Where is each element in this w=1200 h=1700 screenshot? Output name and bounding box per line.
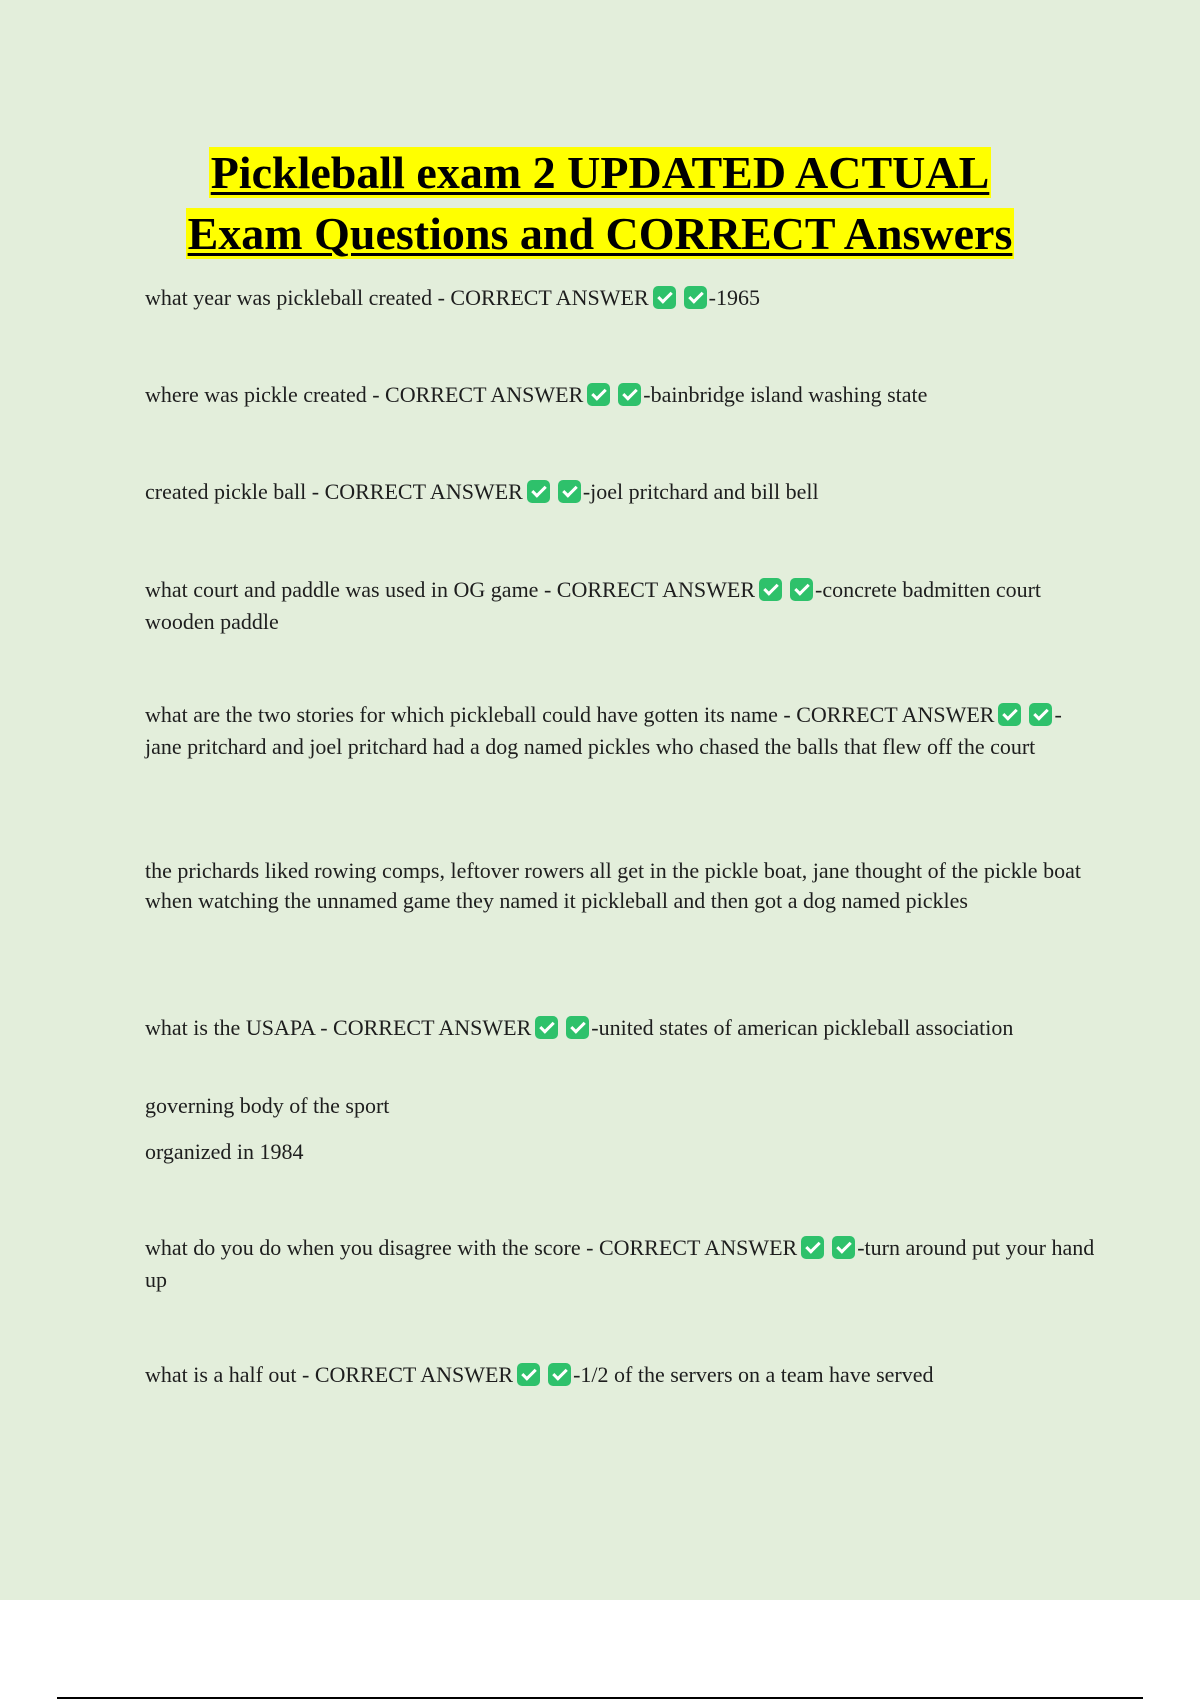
check-mark-icon [527, 480, 550, 503]
title-line-1: Pickleball exam 2 UPDATED ACTUAL [210, 147, 990, 198]
answer-extra-line-2: organized in 1984 [145, 1139, 304, 1164]
answer-text: -jane pritchard and joel pritchard had a dog named pickles who chased the balls that flew off the court [145, 702, 1062, 759]
check-mark-icon [801, 1236, 824, 1259]
check-mark-icon [832, 1236, 855, 1259]
check-mark-icon [517, 1363, 540, 1386]
qa-item-2 [145, 379, 1095, 411]
question-text: what is the USAPA [145, 1015, 321, 1040]
answer-text: -concrete badmitten court wooden paddle [145, 577, 1042, 634]
check-mark-icon [558, 480, 581, 503]
check-mark-icon [653, 286, 676, 309]
answer-text: -united states of american pickleball association [591, 1015, 1014, 1040]
question-text: what court and paddle was used in OG game [145, 577, 544, 602]
correct-answer-marker: - CORRECT ANSWER [302, 1362, 514, 1387]
question-text: what are the two stories for which pickleball could have gotten its name [145, 702, 784, 727]
qa-item-1 [145, 282, 1095, 314]
question-text: created pickle ball [145, 479, 312, 504]
document-title [80, 142, 1120, 264]
qa-item-6 [145, 1012, 1095, 1044]
footer-divider [57, 1697, 1143, 1699]
qa-item-5 [145, 699, 1095, 763]
title-line-2: Exam Questions and CORRECT Answers [187, 208, 1013, 259]
check-mark-icon [684, 286, 707, 309]
correct-answer-marker: - CORRECT ANSWER [320, 1015, 532, 1040]
correct-answer-marker: - CORRECT ANSWER [783, 702, 995, 727]
correct-answer-marker: - CORRECT ANSWER [372, 382, 584, 407]
question-text: where was pickle created [145, 382, 373, 407]
answer-text: -joel pritchard and bill bell [582, 479, 819, 504]
qa-item-8 [145, 1359, 1095, 1391]
qa-item-4 [145, 574, 1095, 638]
answer-text: -bainbridge island washing state [643, 382, 928, 407]
answer-text: -turn around put your hand up [145, 1235, 1095, 1292]
correct-answer-marker: - CORRECT ANSWER [586, 1235, 798, 1260]
qa-item-7 [145, 1232, 1095, 1296]
answer-extra-line-1: governing body of the sport [145, 1093, 390, 1118]
check-mark-icon [535, 1016, 558, 1039]
correct-answer-marker: - CORRECT ANSWER [437, 285, 649, 310]
check-mark-icon [759, 578, 782, 601]
qa-item-3 [145, 476, 1095, 508]
paragraph-item: the prichards liked rowing comps, leftover rowers all get in the pickle boat, jane thought of the pickle boat when watching the unnamed game they named it pickleball and then got a dog named pickles [145, 858, 1081, 913]
check-mark-icon [587, 383, 610, 406]
check-mark-icon [618, 383, 641, 406]
check-mark-icon [1029, 703, 1052, 726]
check-mark-icon [790, 578, 813, 601]
correct-answer-marker: - CORRECT ANSWER [543, 577, 756, 602]
check-mark-icon [566, 1016, 589, 1039]
answer-text: -1965 [708, 285, 760, 310]
question-text: what is a half out [145, 1362, 303, 1387]
check-mark-icon [998, 703, 1021, 726]
answer-text: -1/2 of the servers on a team have served [573, 1362, 934, 1387]
correct-answer-marker: - CORRECT ANSWER [311, 479, 523, 504]
question-text: what year was pickleball created [145, 285, 438, 310]
check-mark-icon [548, 1363, 571, 1386]
question-text: what do you do when you disagree with the score [145, 1235, 587, 1260]
